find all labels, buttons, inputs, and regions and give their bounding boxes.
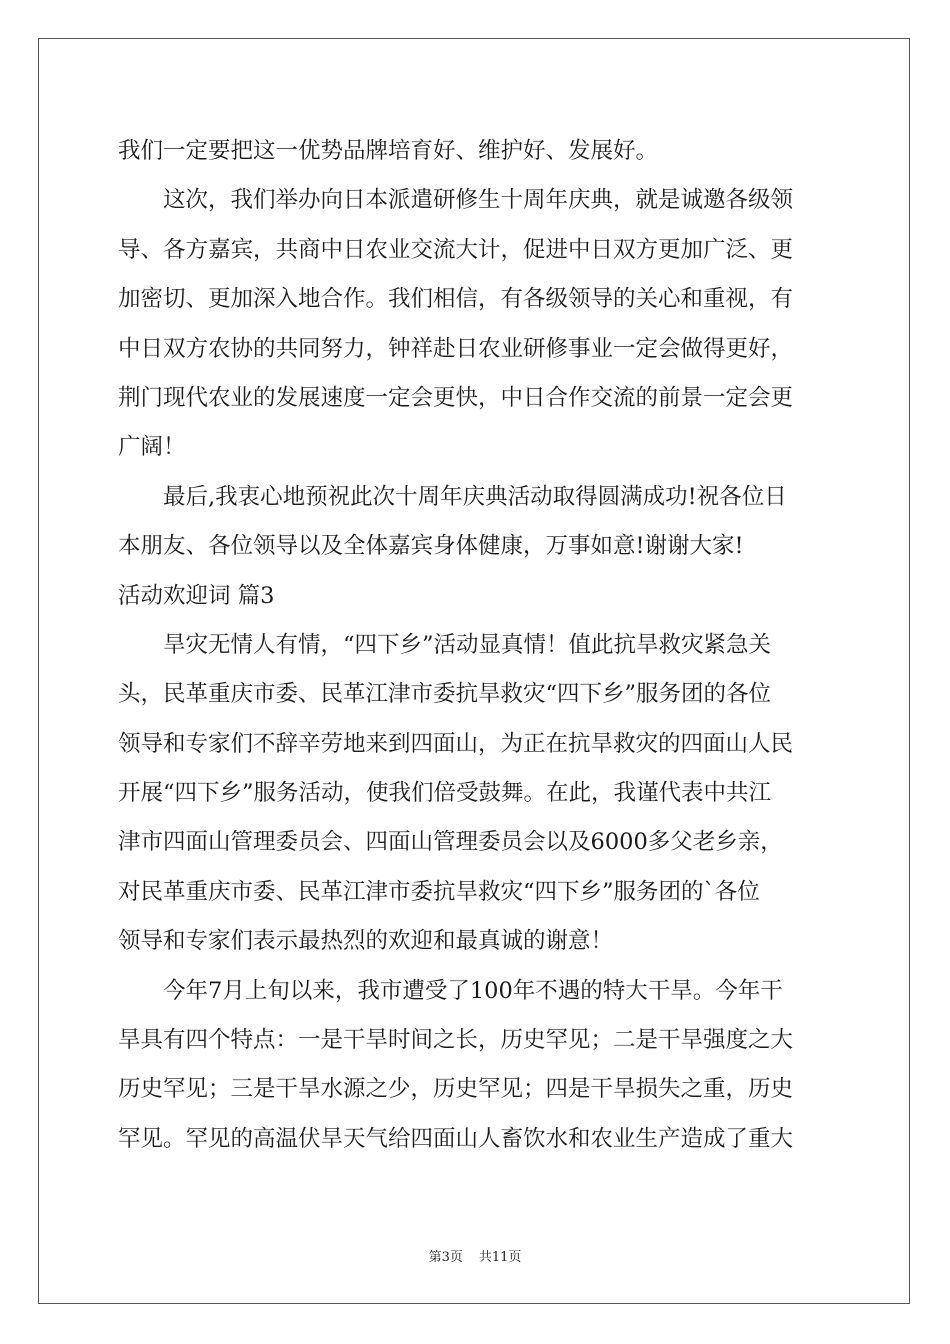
section-heading: 活动欢迎词 篇3 xyxy=(118,582,275,609)
text-line: 头，民革重庆市委、民革江津市委抗旱救灾“四下乡”服务团的各位 xyxy=(118,681,772,708)
page-footer xyxy=(0,1246,950,1265)
text-line: 我们一定要把这一优势品牌培育好、维护好、发展好。 xyxy=(118,138,659,164)
text-line: 开展“四下乡”服务活动，使我们倍受鼓舞。在此，我谨代表中共江 xyxy=(118,780,772,807)
text-line: 领导和专家们不辞辛劳地来到四面山，为正在抗旱救灾的四面山人民 xyxy=(118,730,794,757)
text-line: 津市四面山管理委员会、四面山管理委员会以及6000多父老乡亲， xyxy=(118,829,783,856)
text-line: 罕见。罕见的高温伏旱天气给四面山人畜饮水和农业生产造成了重大 xyxy=(118,1125,794,1152)
text-line: 加密切、更加深入地合作。我们相信，有各级领导的关心和重视，有 xyxy=(118,286,794,313)
page-number: 第3页 xyxy=(428,1250,463,1265)
text-line: 旱灾无情人有情，“四下乡”活动显真情！值此抗旱救灾紧急关 xyxy=(163,631,772,658)
text-line: 荆门现代农业的发展速度一定会更快，中日合作交流的前景一定会更 xyxy=(118,384,794,411)
text-line: 对民革重庆市委、民革江津市委抗旱救灾“四下乡”服务团的`各位 xyxy=(118,878,760,905)
text-line: 领导和专家们表示最热烈的欢迎和最真诚的谢意！ xyxy=(118,928,614,955)
text-line: 中日双方农协的共同努力，钟祥赴日农业研修事业一定会做得更好， xyxy=(118,335,794,362)
text-line: 历史罕见；三是干旱水源之少，历史罕见；四是干旱损失之重，历史 xyxy=(118,1076,794,1103)
text-line: 本朋友、各位领导以及全体嘉宾身体健康，万事如意!谢谢大家! xyxy=(118,533,744,560)
text-line: 广阔！ xyxy=(118,434,186,461)
text-line: 今年7月上旬以来，我市遭受了100年不遇的特大干旱。今年干 xyxy=(163,977,783,1004)
text-line: 导、各方嘉宾，共商中日农业交流大计，促进中日双方更加广泛、更 xyxy=(118,236,794,263)
page-total: 共11页 xyxy=(478,1250,522,1265)
text-line: 旱具有四个特点：一是干旱时间之长，历史罕见；二是干旱强度之大 xyxy=(118,1027,794,1054)
document-body xyxy=(118,127,838,1164)
text-line: 最后,我衷心地预祝此次十周年庆典活动取得圆满成功!祝各位日 xyxy=(163,483,787,510)
text-line: 这次，我们举办向日本派遣研修生十周年庆典，就是诚邀各级领 xyxy=(163,187,794,214)
